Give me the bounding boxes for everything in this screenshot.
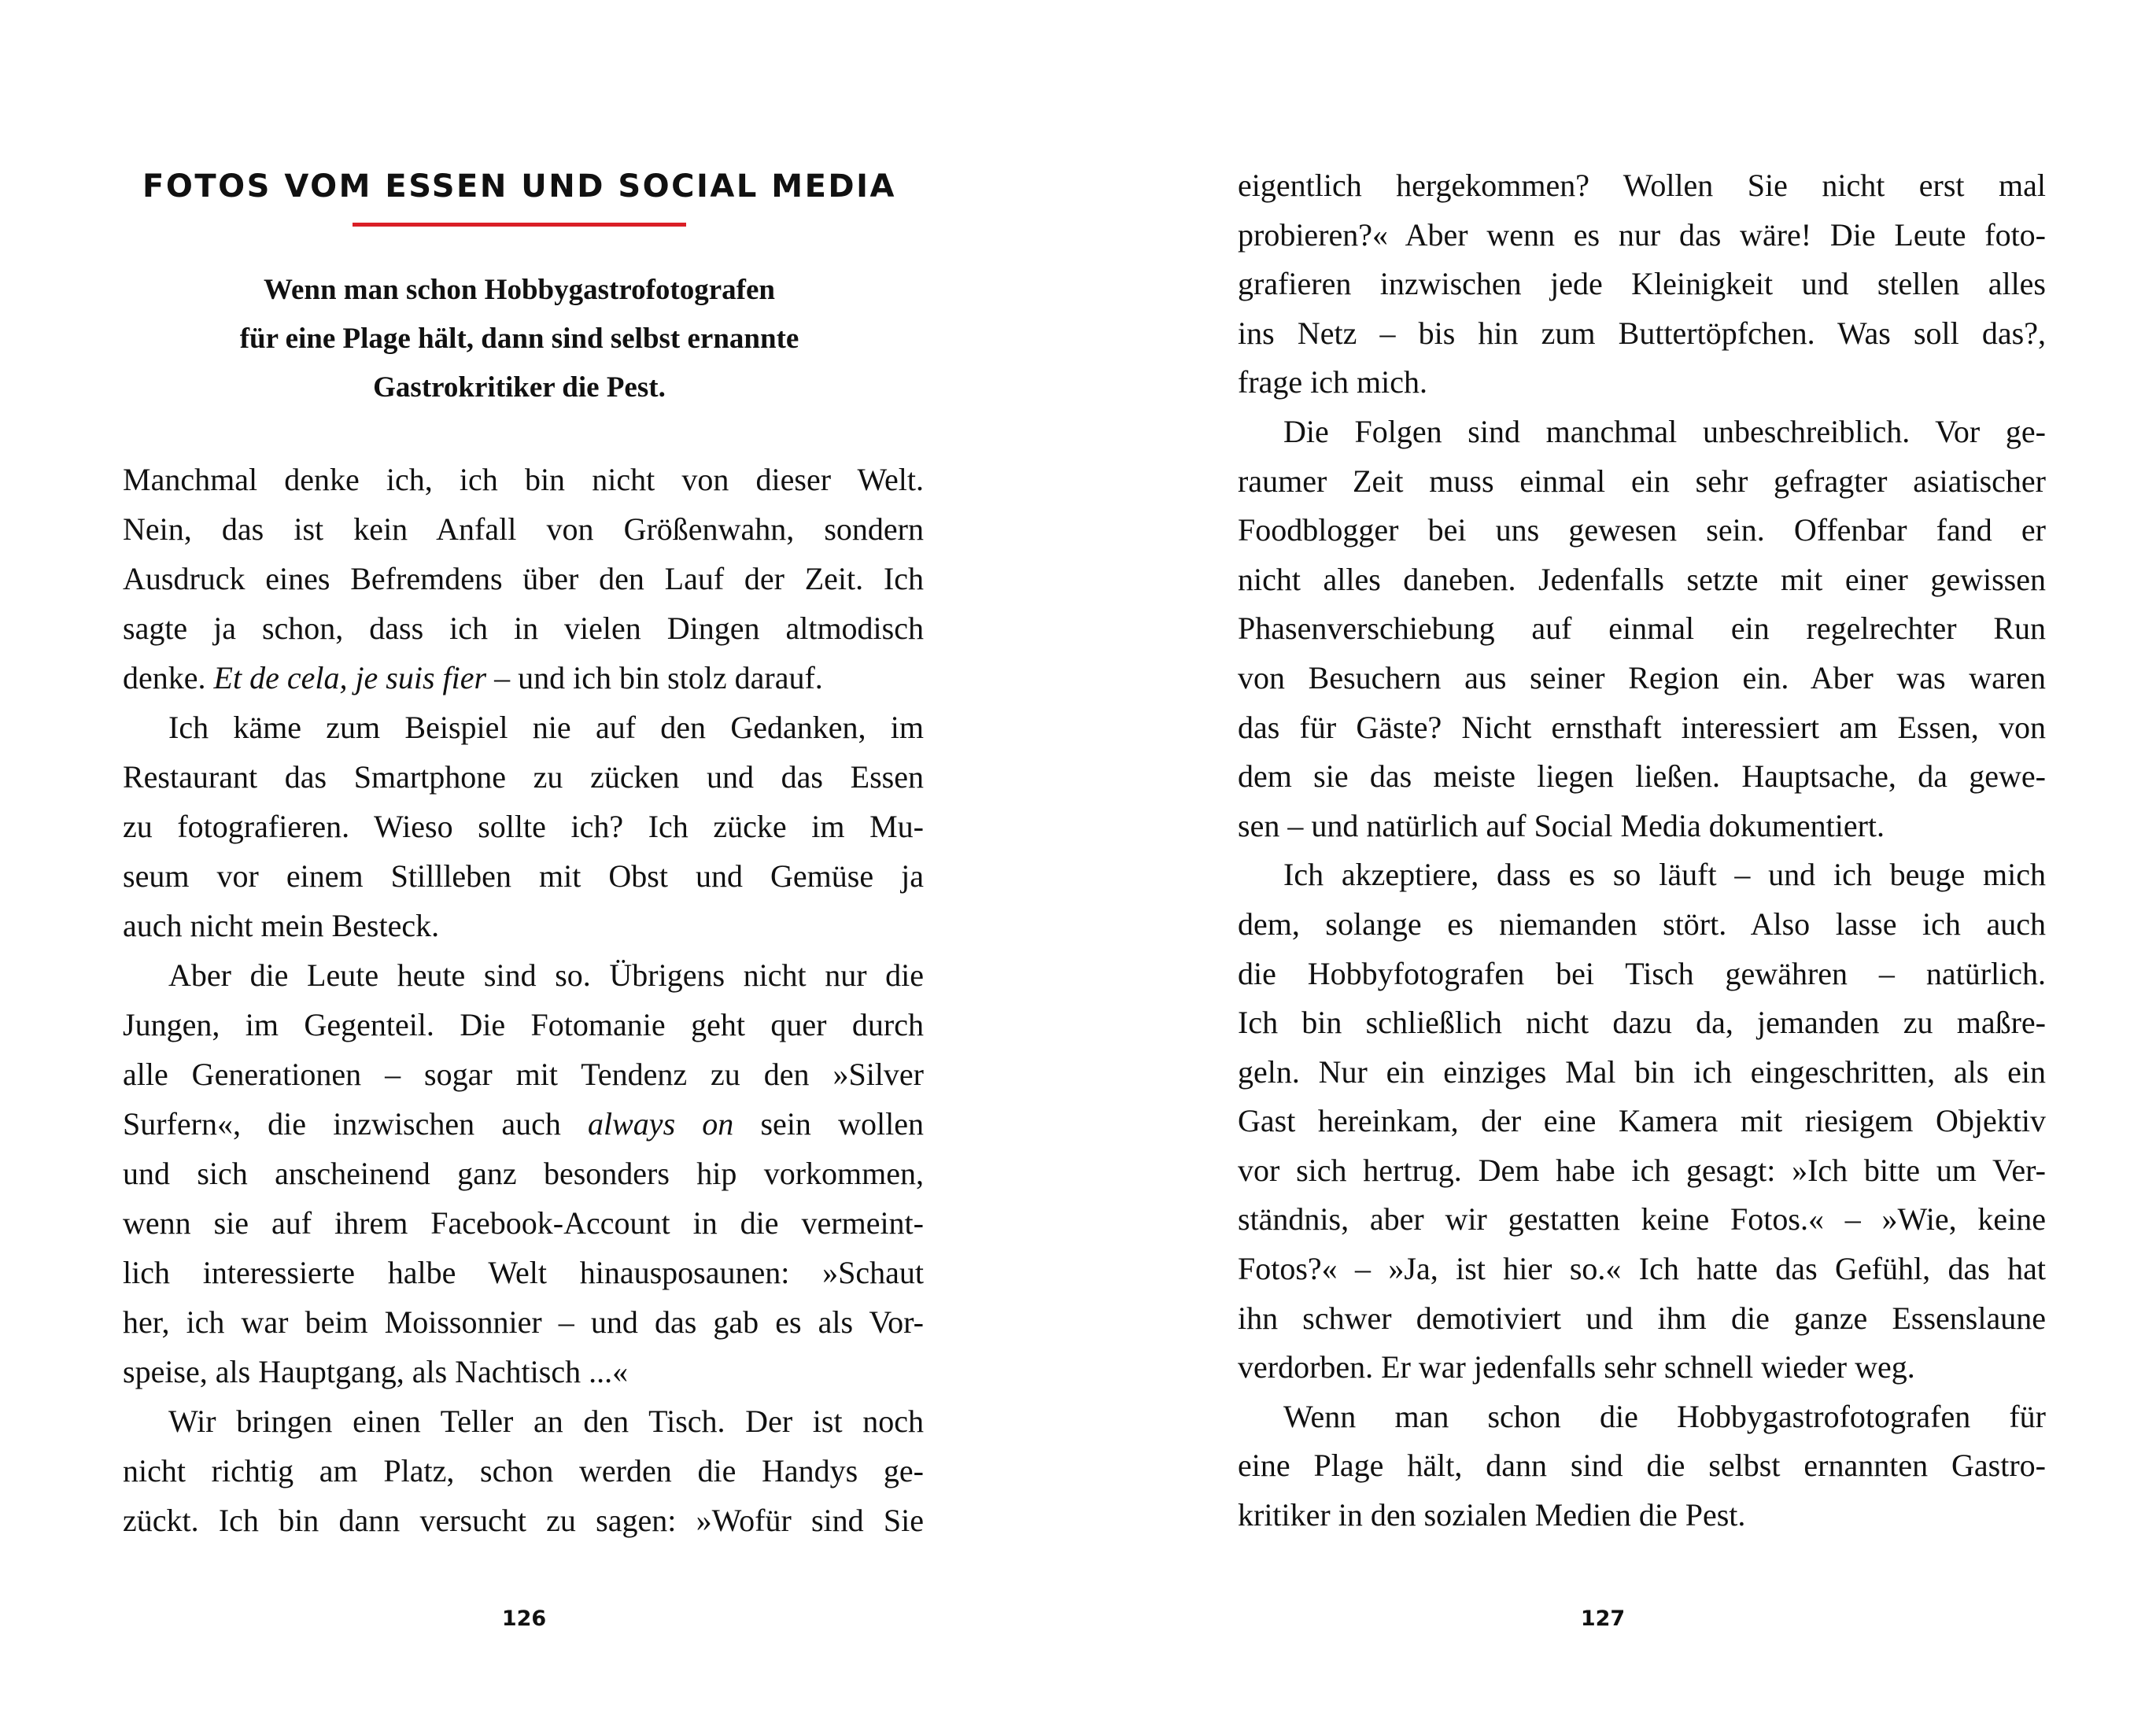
text-line: Aber die Leute heute sind so. Übrigens nicht nur die bbox=[168, 957, 924, 993]
text-line: eine Plage hält, dann sind die selbst ernannten Gastro- bbox=[1238, 1448, 2046, 1484]
text-line bbox=[123, 653, 924, 703]
text-line: lich interessierte halbe Welt hinausposaunen: »Schaut bbox=[123, 1255, 924, 1290]
text-line: her, ich war beim Moissonnier – und das gab es als Vor- bbox=[123, 1304, 924, 1340]
text-line: eigentlich hergekommen? Wollen Sie nicht erst mal bbox=[1238, 168, 2046, 203]
text-line: dem sie das meiste liegen ließen. Hauptsache, da gewe- bbox=[1238, 758, 2046, 795]
text-line: Wenn man schon die Hobbygastrofotografen für bbox=[1283, 1398, 2046, 1434]
text-line: nicht richtig am Platz, schon werden die Handys ge- bbox=[123, 1453, 924, 1488]
text-line: auch nicht mein Besteck. bbox=[123, 908, 440, 943]
italic-phrase: Et de cela, je suis fier bbox=[213, 660, 487, 695]
text-run: – und ich bin stolz darauf. bbox=[486, 660, 823, 695]
page-number-right: 127 bbox=[1580, 1606, 1626, 1631]
page-number-left: 126 bbox=[501, 1606, 547, 1631]
text-line: geln. Nur ein einziges Mal bin ich eingeschritten, als ein bbox=[1238, 1053, 2046, 1090]
text-line: und sich anscheinend ganz besonders hip vorkommen, bbox=[123, 1156, 924, 1191]
text-line: Ich bin schließlich nicht dazu da, jemanden zu maßre- bbox=[1238, 1005, 2046, 1041]
text-line bbox=[123, 1099, 924, 1149]
left-body-text bbox=[123, 455, 924, 1545]
text-line: wenn sie auf ihrem Facebook-Account in die vermeint- bbox=[123, 1205, 924, 1241]
text-line: zückt. Ich bin dann versucht zu sagen: »Wofür sind Sie bbox=[123, 1503, 924, 1538]
text-line: frage ich mich. bbox=[1238, 364, 1427, 400]
text-line: die Hobbyfotografen bei Tisch gewähren – natürlich. bbox=[1238, 955, 2046, 991]
text-line: raumer Zeit muss einmal ein sehr gefragter asiatischer bbox=[1238, 463, 2046, 499]
text-line: ihn schwer demotiviert und ihm die ganze Essenslaune bbox=[1238, 1300, 2046, 1336]
right-body-text bbox=[1238, 161, 2046, 1540]
text-line: sagte ja schon, dass ich in vielen Dingen altmodisch bbox=[123, 611, 924, 646]
text-line: Nein, das ist kein Anfall von Größenwahn, sondern bbox=[123, 511, 924, 547]
text-line: speise, als Hauptgang, als Nachtisch ...« bbox=[123, 1354, 629, 1389]
text-line: verdorben. Er war jedenfalls sehr schnell wieder weg. bbox=[1238, 1349, 1915, 1385]
text-line: kritiker in den sozialen Medien die Pest. bbox=[1238, 1497, 1746, 1533]
text-line: ins Netz – bis hin zum Buttertöpfchen. Was soll das?, bbox=[1238, 315, 2046, 351]
text-line: seum vor einem Stillleben mit Obst und Gemüse ja bbox=[123, 858, 924, 894]
text-line: Jungen, im Gegenteil. Die Fotomanie geht quer durch bbox=[123, 1007, 924, 1042]
text-line: dem, solange es niemanden stört. Also lasse ich auch bbox=[1238, 906, 2046, 942]
text-line: Phasenverschiebung auf einmal ein regelrechter Run bbox=[1238, 611, 2046, 647]
text-line: probieren?« Aber wenn es nur das wäre! Die Leute foto- bbox=[1238, 216, 2046, 253]
chapter-title: FOTOS VOM ESSEN UND SOCIAL MEDIA bbox=[142, 168, 896, 205]
text-line: Ich akzeptiere, dass es so läuft – und ich beuge mich bbox=[1283, 857, 2046, 893]
text-run: denke. bbox=[123, 660, 214, 695]
subtitle-line: Gastrokritiker die Pest. bbox=[373, 371, 666, 404]
title-divider-rule bbox=[353, 223, 686, 227]
text-line: das für Gäste? Nicht ernsthaft interessiert am Essen, von bbox=[1238, 709, 2046, 745]
text-line: Die Folgen sind manchmal unbeschreiblich. Vor ge- bbox=[1283, 413, 2046, 449]
subtitle-line: Wenn man schon Hobbygastrofotografen bbox=[264, 274, 775, 306]
text-line: Wir bringen einen Teller an den Tisch. Der ist noch bbox=[168, 1404, 924, 1439]
text-line: von Besuchern aus seiner Region ein. Aber was waren bbox=[1238, 659, 2046, 695]
subtitle-line: für eine Plage hält, dann sind selbst ernannte bbox=[239, 323, 799, 355]
text-line: Ich käme zum Beispiel nie auf den Gedanken, im bbox=[168, 710, 924, 745]
text-line: Restaurant das Smartphone zu zücken und das Essen bbox=[123, 759, 924, 795]
text-line: nicht alles daneben. Jedenfalls setzte mit einer gewissen bbox=[1238, 561, 2046, 597]
text-line: Manchmal denke ich, ich bin nicht von dieser Welt. bbox=[123, 462, 924, 497]
text-line: Gast hereinkam, der eine Kamera mit riesigem Objektiv bbox=[1238, 1103, 2046, 1139]
chapter-subtitle bbox=[118, 266, 921, 412]
text-line: vor sich hertrug. Dem habe ich gesagt: »Ich bitte um Ver- bbox=[1238, 1152, 2046, 1188]
text-line: Ausdruck eines Befremdens über den Lauf der Zeit. Ich bbox=[123, 561, 924, 596]
text-line: sen – und natürlich auf Social Media dokumentiert. bbox=[1238, 807, 1885, 843]
italic-phrase: always on bbox=[588, 1106, 734, 1142]
text-line: Fotos?« – »Ja, ist hier so.« Ich hatte das Gefühl, das hat bbox=[1238, 1251, 2046, 1287]
text-line: grafieren inzwischen jede Kleinigkeit und stellen alles bbox=[1238, 266, 2046, 302]
text-line: Foodblogger bei uns gewesen sein. Offenbar fand er bbox=[1238, 512, 2046, 548]
right-page bbox=[1078, 0, 2156, 1719]
text-line: zu fotografieren. Wieso sollte ich? Ich zücke im Mu- bbox=[123, 809, 924, 844]
text-run: Surfern«, die inzwischen auch bbox=[123, 1106, 589, 1142]
text-line: ständnis, aber wir gestatten keine Fotos.« – »Wie, keine bbox=[1238, 1201, 2046, 1238]
text-run: sein wollen bbox=[733, 1106, 924, 1142]
text-line: alle Generationen – sogar mit Tendenz zu den »Silver bbox=[123, 1057, 924, 1092]
